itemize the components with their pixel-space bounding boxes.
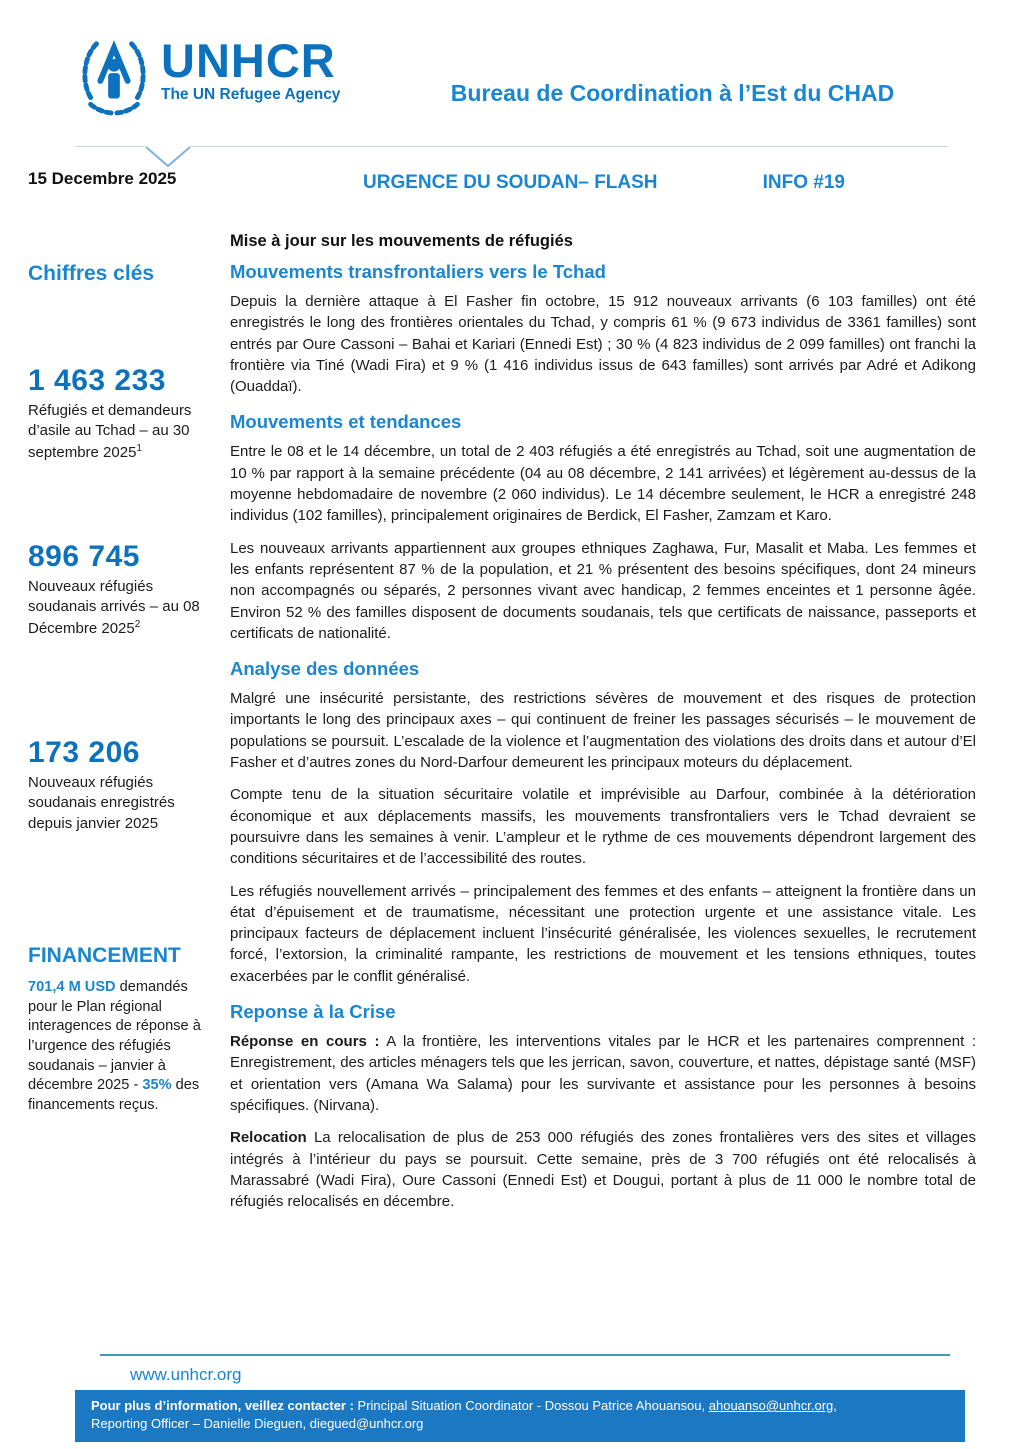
report-date: 15 Decembre 2025 bbox=[28, 169, 177, 188]
key-figure-1-value: 1 463 233 bbox=[28, 364, 166, 397]
paragraph-reponse-en-cours bbox=[230, 1031, 976, 1116]
logo-text bbox=[161, 36, 340, 104]
contact-line1-end: , bbox=[833, 1398, 837, 1413]
paragraph-relocation bbox=[230, 1127, 976, 1212]
key-figure-1 bbox=[28, 364, 210, 463]
contact-label: Pour plus d’information, veillez contacter : bbox=[91, 1398, 358, 1413]
reporting-officer-text: Reporting Officer – Danielle Dieguen, diegued@unhcr.org bbox=[91, 1416, 424, 1432]
key-figure-1-footnote: 1 bbox=[136, 442, 142, 454]
financing-amount: 701,4 M USD bbox=[28, 979, 116, 995]
paragraph-tendances-1: Entre le 08 et le 14 décembre, un total de 2 403 réfugiés a été enregistrés au Tchad, soit une augmentation de 10 % par rapport à la semaine précédente (04 au 08 décembre, 2 141 arrivées) et légèrement au-dessus de la moyenne hebdomadaire de novembre (2 060 individus). Le 14 décembre seulement, le HCR a enregistré 248 individus (102 familles), principalement originaires de Berdick, El Fasher, Zamzam et Karo. bbox=[230, 443, 976, 525]
flash-title: URGENCE DU SOUDAN– FLASH bbox=[363, 172, 658, 193]
paragraph-tendances-2: Les nouveaux arrivants appartiennent aux groupes ethniques Zaghawa, Fur, Masalit et Maba. Les femmes et les enfants représentent 87 % de la population, et 21 % présentent des besoins spécifiques, dont 24 mineurs non accompagnés ou séparés, 2 personnes vivant avec handicap, 2 femmes enceintes et 1 personne âgée. Environ 52 % des familles disposent de documents soudanais, tels que certificats de naissance, passeports et certificats de nationalité. bbox=[230, 539, 976, 642]
logo-title: UNHCR bbox=[161, 34, 336, 87]
financing-text bbox=[28, 978, 210, 1116]
key-figure-3-text: Nouveaux réfugiés soudanais enregistrés depuis janvier 2025 bbox=[28, 774, 175, 832]
reponse-en-cours-lead: Réponse en cours : bbox=[230, 1033, 380, 1051]
financing-text-2: des financements reçus. bbox=[28, 1077, 200, 1114]
key-figure-1-text: Réfugiés et demandeurs d’asile au Tchad – au 30 septembre 2025 bbox=[28, 402, 192, 461]
key-figure-1-description bbox=[28, 401, 210, 463]
coordinator-email-link[interactable]: ahouanso@unhcr.org bbox=[708, 1398, 834, 1413]
footer-divider bbox=[100, 1354, 950, 1356]
relocation-text: La relocalisation de plus de 253 000 réfugiés des zones frontalières vers des sites et villages intégrés à l’intérieur du pays se poursuit. Cette semaine, près de 3 700 réfugiés ont été relocalisés à Marassabré (Wadi Fira), Oure Cassoni (Ennedi Est) et Dougui, portant à plus de 11 000 le nombre total de réfugiés relocalisés en décembre. bbox=[230, 1129, 976, 1211]
financing-block bbox=[28, 944, 210, 1116]
key-figure-2-description bbox=[28, 577, 210, 639]
financing-percent: 35% bbox=[142, 1077, 172, 1094]
financing-title: FINANCEMENT bbox=[28, 944, 181, 967]
key-figure-2-text: Nouveaux réfugiés soudanais arrivés – au 08 Décembre 2025 bbox=[28, 578, 200, 637]
reponse-en-cours-text: A la frontière, les interventions vitales par le HCR et les partenaires comprennent : Enregistrement, des articles ménagers tels que les jerrican, savon, couverture, et nattes, dépistage santé (MSF) et orientation vers (Amana Wa Salama) pour les survivante et assistance pour les personnes à besoins spécifiques. (Nirvana). bbox=[230, 1033, 976, 1114]
paragraph-transfrontaliers-1: Depuis la dernière attaque à El Fasher fin octobre, 15 912 nouveaux arrivants (6 103 familles) ont été enregistrés le long des frontières orientales du Tchad, y compris 61 % (9 673 individus de 3361 familles) sont entrés par Oure Cassoni – Bahai et Kariari (Ennedi Est) ; 30 % (4 823 individus de 2 099 familles) ont franchi la frontière via Tiné (Wadi Fira) et 9 % (1 416 individus issus de 643 familles) sont arrivés par Adré et Adikong (Ouaddaï). bbox=[230, 293, 976, 396]
paragraph-analyse-1: Malgré une insécurité persistante, des restrictions sévères de mouvement et des risques de protection importants le long des principaux axes – qui continuent de freiner les passages sécurisés – le mouvement de populations se poursuit. L’escalade de la violence et l’augmentation des violations des droits dans et autour d’El Fasher et d’autres zones du Nord-Darfour demeurent les principaux moteurs du déplacement. bbox=[230, 690, 976, 772]
key-figure-3-description bbox=[28, 773, 210, 834]
key-figure-2 bbox=[28, 540, 210, 639]
key-figure-3 bbox=[28, 736, 210, 834]
relocation-lead: Relocation bbox=[230, 1129, 307, 1147]
section-title-transfrontaliers: Mouvements transfrontaliers vers le Tchad bbox=[230, 261, 606, 282]
key-figure-3-value: 173 206 bbox=[28, 736, 140, 769]
section-title-analyse: Analyse des données bbox=[230, 658, 420, 680]
info-number: INFO #19 bbox=[762, 172, 845, 193]
contact-banner bbox=[75, 1390, 965, 1442]
flash-title-row bbox=[363, 172, 845, 194]
key-figure-2-value: 896 745 bbox=[28, 540, 140, 573]
unhcr-logo bbox=[75, 36, 340, 120]
header-divider bbox=[75, 146, 948, 147]
intro-title: Mise à jour sur les mouvements de réfugiés bbox=[230, 232, 573, 250]
logo-subtitle: The UN Refugee Agency bbox=[161, 86, 341, 104]
unhcr-emblem-icon bbox=[75, 36, 153, 120]
bureau-title: Bureau de Coordination à l’Est du CHAD bbox=[450, 80, 895, 106]
paragraph-analyse-2: Compte tenu de la situation sécuritaire volatile et imprévisible au Darfour, combinée à la détérioration économique et aux déplacements massifs, les mouvements transfrontaliers vers le Tchad devraient se poursuivre dans les semaines à venir. L’ampleur et le rythme de ces mouvements dépendront largement des conditions sécuritaires et de l’accessibilité des routes. bbox=[230, 786, 976, 868]
paragraph-analyse-3: Les réfugiés nouvellement arrivés – principalement des femmes et des enfants – atteignent la frontière dans un état d’épuisement et de traumatisme, nécessitant une protection urgente et une assistance vitale. Les principaux facteurs de déplacement incluent l’insécurité généralisée, les violences sexuelles, le recrutement forcé, l’extorsion, la criminalité rampante, les restrictions de mouvement et les tensions ethniques, toutes exacerbées par le conflit généralisé. bbox=[230, 882, 976, 985]
unhcr-website-link[interactable]: www.unhcr.org bbox=[130, 1365, 242, 1384]
main-content bbox=[230, 232, 976, 1223]
section-title-reponse: Reponse à la Crise bbox=[230, 1001, 396, 1023]
key-figures-title: Chiffres clés bbox=[28, 262, 155, 285]
financing-text-1: demandés pour le Plan régional interagences de réponse à l’urgence des réfugiés soudanais – janvier à décembre 2025 - bbox=[28, 979, 201, 1094]
section-title-tendances: Mouvements et tendances bbox=[230, 411, 462, 433]
key-figure-2-footnote: 2 bbox=[134, 618, 141, 630]
contact-coordinator-text: Principal Situation Coordinator - Dossou Patrice Ahouansou, bbox=[357, 1398, 709, 1413]
chevron-down-icon bbox=[145, 146, 191, 168]
